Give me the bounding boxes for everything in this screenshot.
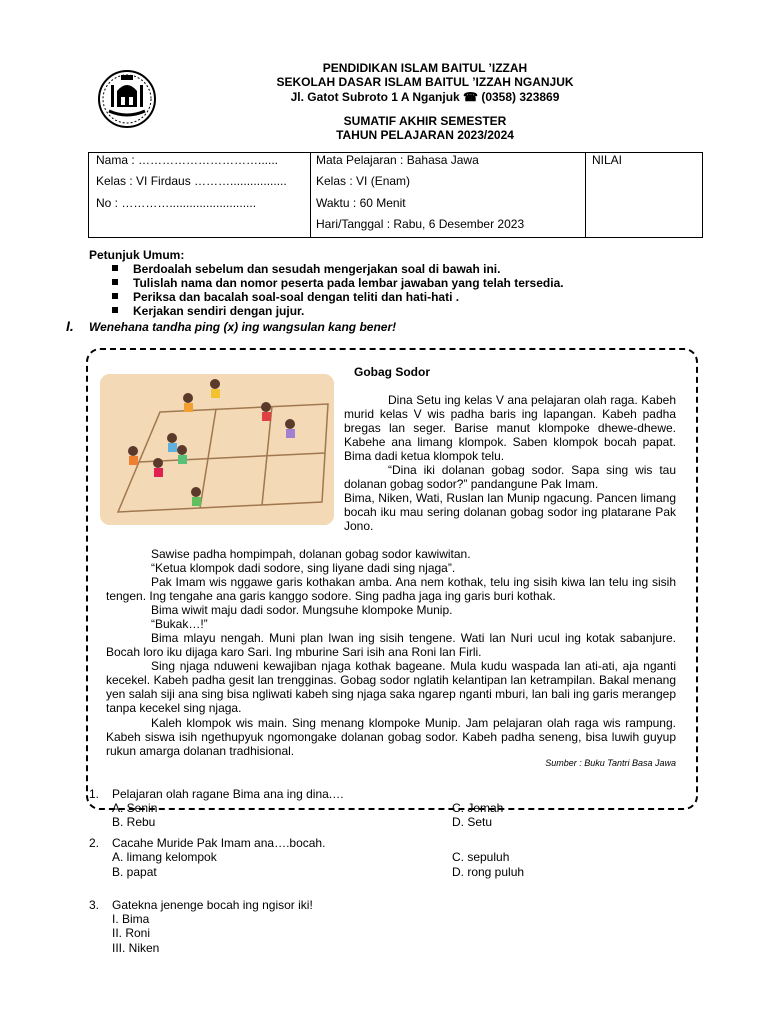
header-address: Jl. Gatot Subroto 1 A Nganjuk ☎ (0358) 323869 [290, 90, 560, 104]
story-paragraph: “Bukak…!” [151, 617, 208, 631]
answer-option[interactable]: C. Jemah [452, 801, 504, 815]
bullet-icon [112, 307, 118, 313]
source-citation: Sumber : Buku Tantri Basa Jawa [545, 758, 676, 768]
question-number: 2. [89, 836, 100, 850]
story-title: Gobag Sodor [354, 365, 430, 379]
school-logo [97, 69, 157, 129]
header-foundation: PENDIDIKAN ISLAM BAITUL ’IZZAH [322, 61, 528, 75]
list-item: I. Bima [112, 912, 150, 926]
story-paragraph: Bima mlayu nengah. Muni plan Iwan ing sisih tengene. Wati lan Nuri ucul ing kotak sabanjure. Bocah loro iku dijaga karo Sari. Ing mburine Sari isih ana Roni lan Firli. [106, 631, 676, 659]
instructions-title: Petunjuk Umum: [89, 248, 185, 262]
header-school-name: SEKOLAH DASAR ISLAM BAITUL ’IZZAH NGANJUK [276, 75, 574, 89]
story-paragraph: “Ketua klompok dadi sodore, sing liyane dadi sing njaga”. [151, 561, 456, 575]
date-label: Hari/Tanggal : Rabu, 6 Desember 2023 [316, 217, 525, 231]
question-text: Gatekna jenenge bocah ing ngisor iki! [112, 898, 313, 912]
question-number: 3. [89, 898, 100, 912]
class-field[interactable]: Kelas : VI Firdaus ………................. [96, 174, 287, 188]
children-playing-illustration [100, 374, 334, 525]
time-label: Waktu : 60 Menit [316, 196, 406, 210]
story-paragraph: Sing njaga nduweni kewajiban njaga kothak bageane. Mula kudu waspada lan ati-ati, aja nganti kecekel. Kabeh padha gesit lan trengginas. Gobag sodor nglatih kelantipan lan ketrampilan. Bakal menang yen salah siji ana sing bisa ngliwati kabeh sing njaga saka ngarep nganti mburi, lan bali ing garis merangep tanpa kecekel sing njaga. [106, 659, 676, 715]
score-field[interactable]: NILAI [592, 153, 623, 167]
number-field[interactable]: No : ………….......................... [96, 196, 257, 210]
story-paragraph: Bima, Niken, Wati, Ruslan lan Munip ngacung. Pancen limang bocah iku mau sering dolanan gobag sodor ing platarane Pak Jono. [344, 491, 676, 533]
answer-option[interactable]: C. sepuluh [452, 850, 510, 864]
instruction-item: Tulislah nama dan nomor peserta pada lembar jawaban yang telah tersedia. [112, 276, 564, 290]
list-item: II. Roni [112, 926, 151, 940]
instruction-item: Periksa dan bacalah soal-soal dengan teliti dan hati-hati . [112, 290, 459, 304]
grade-label: Kelas : VI (Enam) [316, 174, 411, 188]
answer-option[interactable]: D. rong puluh [452, 865, 525, 879]
list-item: III. Niken [112, 941, 160, 955]
header-school-year: TAHUN PELAJARAN 2023/2024 [336, 128, 514, 142]
bullet-icon [112, 265, 118, 271]
question-text: Cacahe Muride Pak Imam ana….bocah. [112, 836, 326, 850]
name-field[interactable]: Nama : …………………………...... [96, 153, 279, 167]
student-info-table [88, 152, 703, 238]
header-exam-title: SUMATIF AKHIR SEMESTER [343, 114, 507, 128]
answer-option[interactable]: A. limang kelompok [112, 850, 217, 864]
answer-option[interactable]: A. Senin [112, 801, 158, 815]
answer-option[interactable]: B. papat [112, 865, 157, 879]
section-number: I. [66, 318, 74, 334]
story-paragraph: Kaleh klompok wis main. Sing menang klompoke Munip. Jam pelajaran olah raga wis rampung. Kabeh siswa isih ngethupyuk ngomongake dolanan gobag sodor. Kabeh padha seneng, bisa luwih guyup rukun amarga dolanan tradhisional. [106, 716, 676, 758]
story-paragraph: Dina Setu ing kelas V ana pelajaran olah raga. Kabeh murid kelas V wis padha baris ing lapangan. Kabeh padha bregas lan seger. Barise manut klompoke dhewe-dhewe. Kabehe ana limang klompok. Saben klompok bocah papat. Bima dadi ketua klompok telu. [344, 393, 676, 463]
question-text: Pelajaran olah ragane Bima ana ing dina.… [112, 787, 345, 801]
story-paragraph: Sawise padha hompimpah, dolanan gobag sodor kawiwitan. [151, 547, 471, 561]
bullet-icon [112, 279, 118, 285]
instruction-item: Berdoalah sebelum dan sesudah mengerjakan soal di bawah ini. [112, 262, 500, 276]
story-paragraph: Pak Imam wis nggawe garis kothakan amba. Ana nem kothak, telu ing sisih kiwa lan telu ing sisih tengen. Ing tengahe ana garis kanggo sodore. Sing padha jaga ing garis buri kothak. [106, 575, 676, 603]
section-instruction: Wenehana tandha ping (x) ing wangsulan kang bener! [89, 320, 397, 334]
instruction-item: Kerjakan sendiri dengan jujur. [112, 304, 304, 318]
bullet-icon [112, 293, 118, 299]
table-divider [585, 153, 586, 237]
answer-option[interactable]: D. Setu [452, 815, 493, 829]
story-paragraph: “Dina iki dolanan gobag sodor. Sapa sing wis tau dolanan gobag sodor?” pandangune Pak Imam. [344, 463, 676, 491]
story-paragraph: Bima wiwit maju dadi sodor. Mungsuhe klompoke Munip. [151, 603, 453, 617]
subject-label: Mata Pelajaran : Bahasa Jawa [316, 153, 479, 167]
question-number: 1. [89, 787, 100, 801]
answer-option[interactable]: B. Rebu [112, 815, 156, 829]
table-divider [310, 153, 311, 237]
